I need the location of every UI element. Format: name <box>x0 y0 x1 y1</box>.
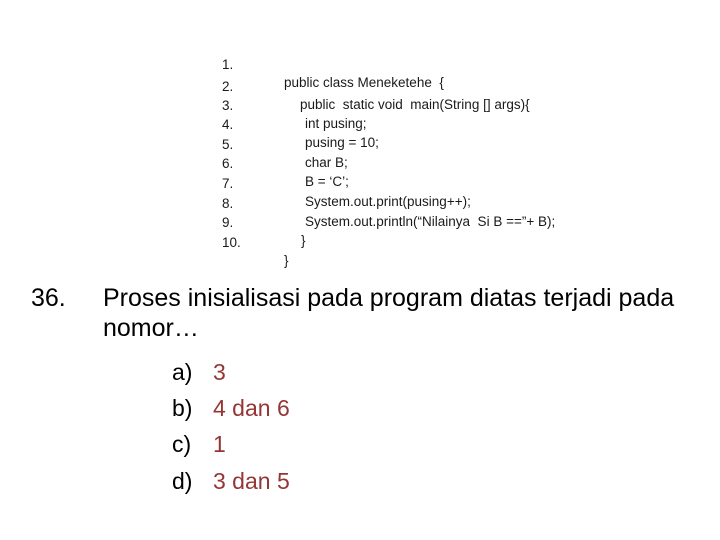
line-number: 1. <box>222 57 234 72</box>
option-label: c) <box>172 431 192 457</box>
option-label: b) <box>172 395 193 421</box>
code-text: } <box>301 233 306 248</box>
code-text: B = ‘C’; <box>305 174 349 189</box>
code-screenshot <box>212 30 590 268</box>
code-line <box>212 216 289 268</box>
code-text: char B; <box>305 155 348 170</box>
line-number: 3. <box>222 98 234 113</box>
option-label: a) <box>172 359 193 385</box>
option-label: d) <box>172 468 193 494</box>
code-text: public static void main(String [] args){ <box>300 97 530 112</box>
question-number: 36. <box>31 284 66 312</box>
line-number: 7. <box>222 176 234 191</box>
line-number: 2. <box>222 79 234 94</box>
code-text: } <box>284 253 289 268</box>
code-text: int pusing; <box>305 116 367 131</box>
option-value: 1 <box>213 431 226 457</box>
line-number: 9. <box>222 215 234 230</box>
line-number: 5. <box>222 137 234 152</box>
option-value: 4 dan 6 <box>213 395 290 421</box>
line-number: 6. <box>222 156 234 171</box>
code-line <box>212 79 367 131</box>
question-text: Proses inisialisasi pada program diatas terjadi pada nomor… <box>103 284 675 342</box>
line-number: 4. <box>222 117 234 132</box>
line-number: 10. <box>222 235 241 250</box>
option-value: 3 dan 5 <box>213 468 290 494</box>
code-text: System.out.println(“Nilainya Si B ==”+ B); <box>305 214 556 229</box>
code-text: public class Meneketehe { <box>284 75 444 90</box>
code-line <box>212 38 444 90</box>
code-text: pusing = 10; <box>305 135 379 150</box>
line-number: 8. <box>222 196 234 211</box>
option-value: 3 <box>213 359 226 385</box>
code-text: System.out.print(pusing++); <box>305 194 471 209</box>
